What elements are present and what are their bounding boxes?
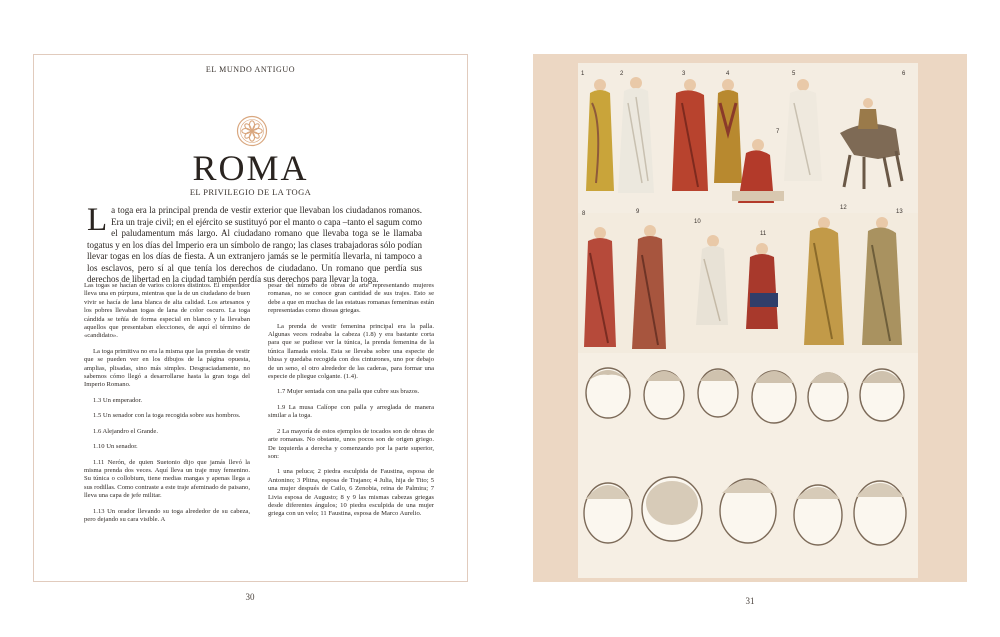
text-column-left [84, 282, 250, 531]
plate-number: 9 [636, 209, 640, 215]
text-column-right [268, 282, 434, 526]
caption-item: 1 una peluca; 2 piedra esculpida de Faustina, esposa de Antonino; 3 Plitna, esposa de Trajano; 4 Julia, hija de Tito; 5 una mujer después de Cailo, 6 Zenobia, reina de Palmira; 7 Livia esposa de Augusto; 8 y 9 las mismas cabezas griegas desde diferentes ángulos; 10 piedra esculpida de una mujer griega con un velo; 11 Faustina, esposa de Marco Aurelio. [268, 468, 434, 518]
column-paragraph: pesar del número de obras de arte representando mujeres romanas, no se conoce gran cantidad de sus trajes. Esto se debe a que en muchas de las estatuas romanas femeninas están representadas como diosas griegas. [268, 282, 434, 315]
caption-item: 1.11 Nerón, de quien Suetonio dijo que jamás llevó la misma prenda dos veces. Aquí lleva un traje muy femenino. Su túnica o collobium, tiene medias mangas y apenas llega a sus rodillas. Como contraste a este traje afeminado de paisano, lleva una capa de jefe militar. [84, 458, 250, 500]
caption-item: 2 La mayoría de estos ejemplos de tocados son de obras de arte romanas. No obstante, unos pocos son de origen griego. De izquierda a derecha y comenzando por la parte superior, son: [268, 427, 434, 460]
plate-number: 7 [776, 129, 780, 135]
headdress-row-1-hair [588, 370, 902, 383]
rosette-emblem-icon [236, 115, 268, 147]
drop-cap: L [87, 202, 108, 238]
page-subtitle: EL PRIVILEGIO DE LA TOGA [189, 187, 312, 197]
plate-number: 4 [726, 71, 730, 77]
plate-number: 13 [896, 209, 903, 215]
page-number-right: 31 [745, 596, 755, 606]
caption-item: 1.6 Alejandro el Grande. [93, 427, 159, 435]
left-page [33, 54, 468, 582]
plate-number: 5 [792, 71, 796, 77]
headdress-row-1 [586, 368, 904, 423]
plate-number: 12 [840, 205, 847, 211]
running-head: EL MUNDO ANTIGUO [205, 65, 296, 74]
caption-item: 1.3 Un emperador. [93, 396, 143, 404]
plate-number: 11 [760, 231, 767, 237]
caption-item: 1.10 Un senador. [93, 443, 138, 451]
column-paragraph: La prenda de vestir femenina principal era la palla. Algunas veces rodeaba la cabeza (1.8) y era bastante corta para que se pudiese ver la túnica, la prenda femenina de la túnica llamada estola. Esta se llevaba sobre una especie de blusa y quedaba recogida con dos cinturones, uno por debajo de un seno, el otro alrededor de las caderas, para formar una especie de pliegue colgante. (1.4). [268, 322, 434, 381]
plate-number: 3 [682, 71, 686, 77]
plate-number: 2 [620, 71, 624, 77]
page-number-left: 30 [245, 592, 255, 602]
roman-costume-illustration [578, 63, 918, 578]
plate-number: 1 [581, 71, 585, 77]
caption-item: 1.9 La musa Calíope con palla y arreglada de manera similar a la toga. [268, 403, 434, 420]
plate-number: 6 [902, 71, 906, 77]
costume-illustration-plate [578, 63, 918, 578]
plate-number: 10 [694, 219, 701, 225]
caption-item: 1.5 Un senador con la toga recogida sobre sus hombros. [93, 412, 241, 420]
caption-item: 1.13 Un orador llevando su toga alrededor de su cabeza, pero dejando su cara visible. A [84, 507, 250, 523]
page-title: ROMA [192, 148, 309, 188]
lead-text: a toga era la principal prenda de vestir exterior que llevaban los ciudadanos romanos. Era un traje civil; en el ejército se sustituyó por el manto o capa –tanto el sagum como el paludamentum más largo. Al ciudadano romano que llevaba toga se le llamaba togatus y en los días del Imperio era un símbolo de rango; las clases trabajadoras sólo podían llevar togas en los días de fiesta. A un extranjero jamás se le permitía llevarla, ni tampoco a los esclavos, pero sí al que tenía los derechos de ciudadano. Un romano que perdía sus derechos de libertad en la ciudad también perdía sus derechos para llevar la toga. [87, 205, 422, 284]
caption-item: 1.7 Mujer sentada con una palla que cubre sus brazos. [277, 388, 420, 396]
lead-paragraph [87, 202, 422, 286]
column-paragraph: La toga primitiva no era la misma que las prendas de vestir que se pueden ver en los dibujos de la página opuesta, amplias, plisadas, sino más simples. Desgraciadamente, no sabemos cómo llegó a desarrollarse hasta la gran toga del Imperio Romano. [84, 347, 250, 389]
column-paragraph: Las togas se hacían de varios colores distintos. El emperador lleva una en púrpura, mientras que la de un ciudadano de buen vivir se hacía de lana blanca de alta calidad. Los artesanos y los pobres llevaban togas de lana de color oscuro. La toga cándida se teñía de forma especial en blanco y la llevaban aquellos que presentaban elecciones, de aquí el término de «candidato». [84, 282, 250, 340]
plate-number: 8 [582, 211, 586, 217]
